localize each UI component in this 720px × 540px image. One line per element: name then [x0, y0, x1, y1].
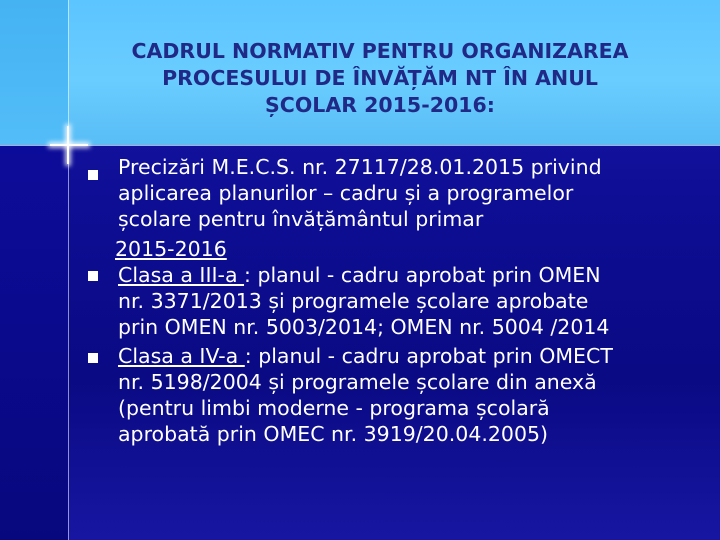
bullet-first-line	[118, 262, 601, 288]
bullet-text-line: nr. 3371/2013 și programele școlare aprobate	[118, 289, 589, 313]
bullet-text-rest: : planul - cadru aprobat prin OMEN	[244, 263, 601, 287]
bullet-text-line: școlare pentru învățământul primar	[118, 207, 484, 231]
year-link[interactable]: 2015-2016	[115, 237, 227, 261]
square-bullet-icon	[88, 170, 98, 180]
title-line: CADRUL NORMATIV PENTRU ORGANIZAREA	[131, 39, 629, 63]
title-line: ȘCOLAR 2015-2016:	[265, 93, 495, 117]
bullet-list	[0, 150, 720, 450]
bullet-text-line: Precizări M.E.C.S. nr. 27117/28.01.2015 privind	[118, 155, 602, 179]
bullet-text-line: (pentru limbi moderne - programa școlară	[118, 396, 550, 420]
bullet-text-line: nr. 5198/2004 și programele școlare din anexă	[118, 370, 597, 394]
square-bullet-icon	[88, 271, 98, 281]
title-band-left-strip	[0, 0, 68, 145]
bullet-first-line	[118, 343, 613, 369]
class-iii-link[interactable]: Clasa a III-a	[118, 263, 245, 287]
bullet-text-rest: : planul - cadru aprobat prin OMECT	[244, 344, 613, 368]
bullet-text-line: prin OMEN nr. 5003/2014; OMEN nr. 5004 /2014	[118, 315, 610, 339]
slide-title	[70, 38, 690, 119]
class-iv-link[interactable]: Clasa a IV-a	[118, 344, 245, 368]
bullet-text-line: aprobată prin OMEC nr. 3919/20.04.2005)	[118, 422, 549, 446]
square-bullet-icon	[88, 353, 98, 363]
sparkle-decor-horizontal	[50, 144, 88, 146]
title-line: PROCESULUI DE ÎNVĂȚĂM NT ÎN ANUL	[162, 66, 598, 90]
bullet-text-line: aplicarea planurilor – cadru și a programelor	[118, 181, 574, 205]
horizontal-divider-line	[0, 145, 720, 146]
